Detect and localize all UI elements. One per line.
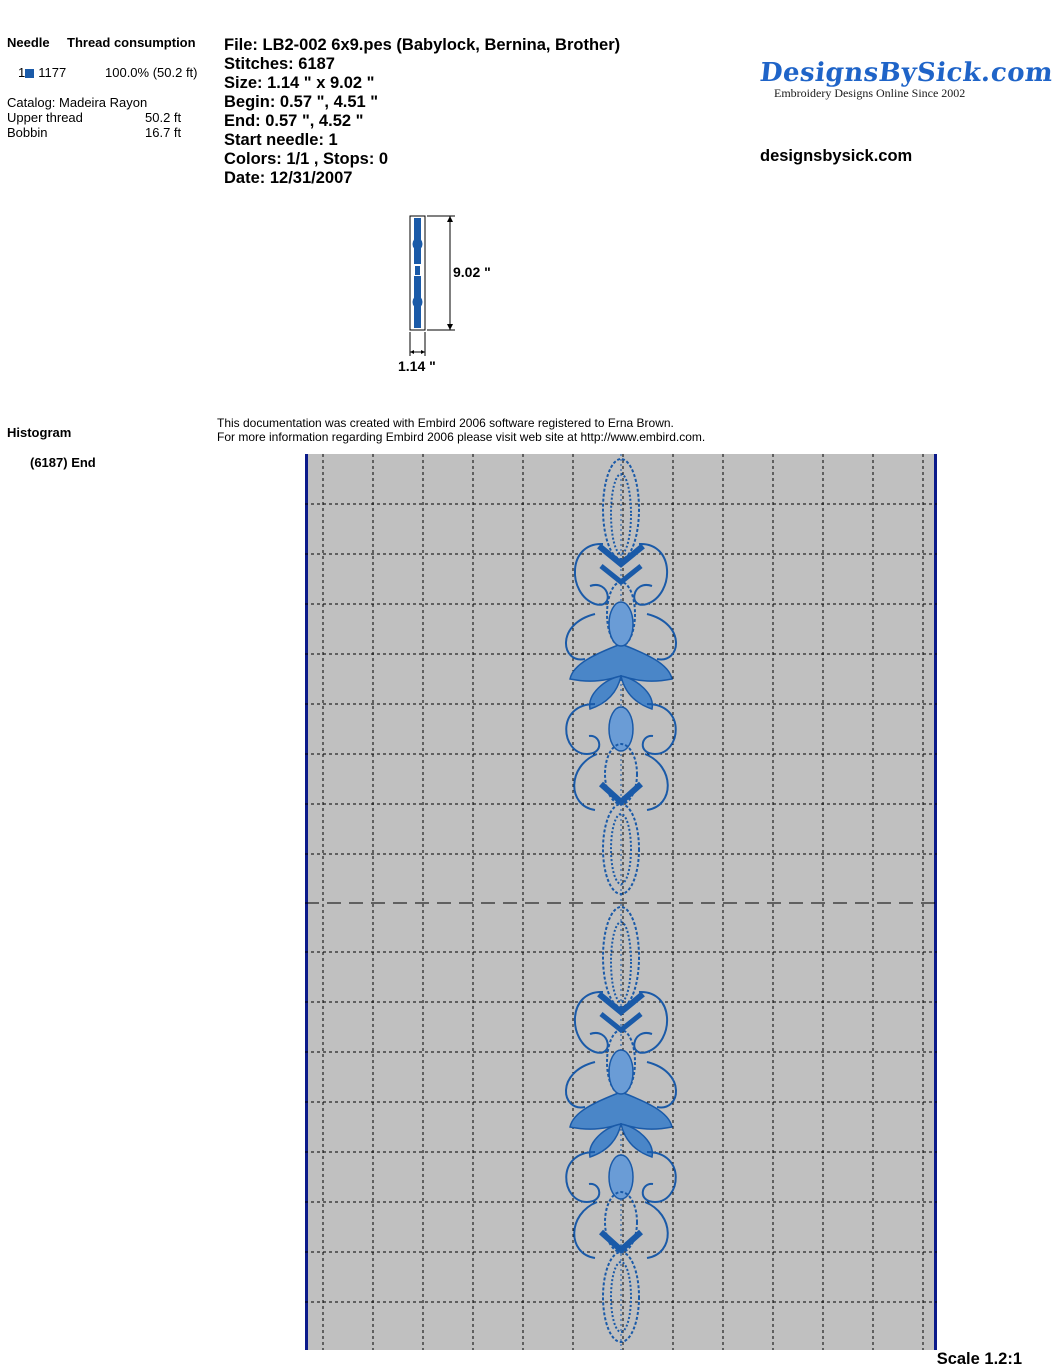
software-note (217, 416, 705, 444)
upper-thread-label: Upper thread (7, 110, 83, 125)
height-label: 9.02 " (453, 264, 491, 280)
logo-text: DesignsBySick.com (758, 58, 1055, 88)
embroidery-grid (305, 454, 937, 1350)
bobbin-value: 16.7 ft (145, 125, 182, 140)
scale-label: Scale 1.2:1 (936, 1350, 1022, 1368)
start-needle: Start needle: 1 (224, 131, 338, 149)
needle-number: 1 (18, 65, 26, 80)
thread-consumption-header: Thread consumption (67, 35, 196, 50)
begin-position: Begin: 0.57 ", 4.51 " (224, 93, 379, 111)
software-note-line2: For more information regarding Embird 2006 please visit web site at http://www.embird.com. (217, 430, 706, 444)
histogram-title: Histogram (7, 425, 72, 440)
end-position: End: 0.57 ", 4.52 " (224, 112, 364, 130)
brand-logo (760, 58, 1053, 101)
design-info (224, 36, 620, 188)
thread-consumption-value: 100.0% (50.2 ft) (105, 65, 198, 80)
thread-row (18, 65, 66, 80)
thread-color-swatch (25, 69, 34, 78)
design-size: Size: 1.14 " x 9.02 " (224, 74, 375, 92)
file-name: File: LB2-002 6x9.pes (Babylock, Bernina, Brother) (224, 36, 621, 54)
design-date: Date: 12/31/2007 (224, 169, 353, 187)
histogram-entry: (6187) End (30, 455, 96, 470)
logo-tagline: Embroidery Designs Online Since 2002 (774, 86, 966, 100)
brand-site: designsbysick.com (760, 147, 913, 165)
catalog-label: Catalog: Madeira Rayon (7, 95, 148, 110)
design-preview (395, 210, 505, 380)
stitch-motif-bottom (566, 907, 676, 1342)
thread-code: 1177 (38, 65, 67, 80)
needle-header: Needle (7, 35, 50, 50)
width-label: 1.14 " (398, 358, 436, 374)
bobbin-label: Bobbin (7, 125, 48, 140)
upper-thread-value: 50.2 ft (145, 110, 182, 125)
colors-stops: Colors: 1/1 , Stops: 0 (224, 150, 389, 168)
software-note-line1: This documentation was created with Embird 2006 software registered to Erna Brown. (217, 416, 674, 430)
stitch-count: Stitches: 6187 (224, 55, 335, 73)
